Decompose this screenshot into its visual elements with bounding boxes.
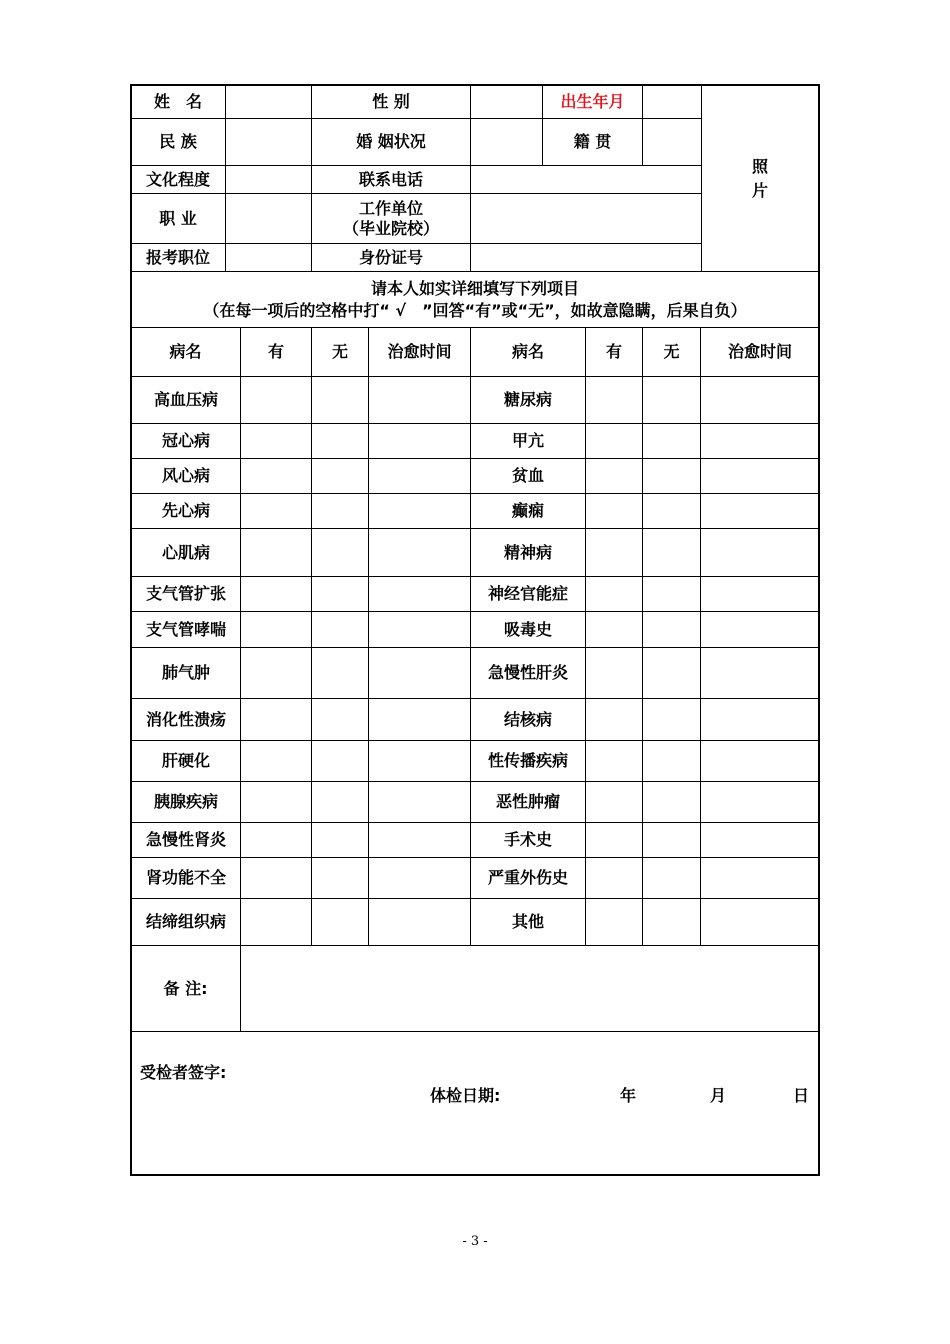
employer-label-line2: （毕业院校） <box>342 218 439 238</box>
grid-line <box>131 857 819 858</box>
disease-name-right: 手术史 <box>503 830 552 849</box>
remarks-label: 备 注: <box>163 978 208 998</box>
disease-name-left: 肾功能不全 <box>145 868 226 887</box>
no-checkbox-right[interactable] <box>643 648 700 698</box>
disease-name-left: 消化性溃疡 <box>145 709 226 729</box>
disease-name-left: 结缔组织病 <box>145 912 226 931</box>
yes-checkbox-left[interactable] <box>241 577 311 611</box>
cure-time-field-right[interactable] <box>701 459 819 493</box>
employer-label <box>312 194 470 243</box>
disease-name-left: 支气管哮喘 <box>145 619 226 639</box>
grid-line <box>131 1031 819 1032</box>
gender-label: 性 别 <box>372 92 410 111</box>
page-number: - 3 - <box>462 1234 488 1249</box>
exam-date-label: 体检日期: <box>430 1086 501 1105</box>
phone-label: 联系电话 <box>358 169 423 189</box>
disease-name-left: 胰腺疾病 <box>153 792 218 811</box>
header-cure-left: 治愈时间 <box>387 342 452 361</box>
origin-label: 籍 贯 <box>573 132 612 151</box>
grid-line <box>131 458 819 459</box>
grid-line <box>131 528 819 529</box>
marital-label: 婚 姻状况 <box>356 132 426 151</box>
disease-name-right: 性传播疾病 <box>487 751 568 770</box>
no-checkbox-left[interactable] <box>312 459 368 493</box>
position-field[interactable] <box>226 244 311 271</box>
disease-name-right: 吸毒史 <box>503 619 552 639</box>
grid-line <box>642 328 643 945</box>
no-checkbox-right[interactable] <box>643 858 700 898</box>
ethnic-label: 民 族 <box>159 132 197 151</box>
birth-field[interactable] <box>643 86 701 118</box>
yes-checkbox-right[interactable] <box>586 823 642 857</box>
education-field[interactable] <box>226 166 311 193</box>
yes-checkbox-right[interactable] <box>586 612 642 647</box>
education-label: 文化程度 <box>145 169 210 189</box>
cure-time-field-right[interactable] <box>701 648 819 698</box>
disease-name-left: 支气管扩张 <box>145 584 226 603</box>
date-year: 年 <box>620 1086 637 1105</box>
marital-field[interactable] <box>471 119 542 165</box>
employer-field[interactable] <box>471 194 701 243</box>
cure-time-field-right[interactable] <box>701 424 819 458</box>
yes-checkbox-right[interactable] <box>586 899 642 945</box>
instructions <box>131 272 819 327</box>
no-checkbox-right[interactable] <box>643 494 700 528</box>
no-checkbox-left[interactable] <box>312 782 368 822</box>
grid-line <box>131 576 819 577</box>
cure-time-field-left[interactable] <box>369 612 470 647</box>
cure-time-field-right[interactable] <box>701 899 819 945</box>
photo-label-line1: 照 <box>751 156 768 176</box>
disease-name-right: 甲亢 <box>511 431 544 450</box>
yes-checkbox-right[interactable] <box>586 858 642 898</box>
disease-name-right: 急慢性肝炎 <box>487 663 568 682</box>
disease-name-right: 贫血 <box>511 466 544 485</box>
cure-time-field-right[interactable] <box>701 529 819 576</box>
cure-time-field-left[interactable] <box>369 577 470 611</box>
no-checkbox-right[interactable] <box>643 899 700 945</box>
yes-checkbox-left[interactable] <box>241 459 311 493</box>
grid-line <box>131 945 819 946</box>
no-checkbox-left[interactable] <box>312 424 368 458</box>
grid-line <box>131 822 819 823</box>
cure-time-field-left[interactable] <box>369 823 470 857</box>
header-disease-right: 病名 <box>511 342 544 361</box>
instructions-note: （在每一项后的空格中打“ √ ”回答“有”或“无”，如故意隐瞒，后果自负） <box>203 300 747 320</box>
yes-checkbox-right[interactable] <box>586 577 642 611</box>
ethnic-field[interactable] <box>226 119 311 165</box>
date-month: 月 <box>710 1086 727 1105</box>
cure-time-field-left[interactable] <box>369 858 470 898</box>
origin-field[interactable] <box>643 119 701 165</box>
yes-checkbox-left[interactable] <box>241 899 311 945</box>
no-checkbox-left[interactable] <box>312 377 368 423</box>
no-checkbox-right[interactable] <box>643 612 700 647</box>
phone-field[interactable] <box>471 166 701 193</box>
header-yes-right: 有 <box>605 342 622 361</box>
cure-time-field-left[interactable] <box>369 741 470 781</box>
id-number-label: 身份证号 <box>358 247 423 267</box>
cure-time-field-right[interactable] <box>701 858 819 898</box>
no-checkbox-right[interactable] <box>643 741 700 781</box>
header-disease-left: 病名 <box>169 342 202 361</box>
grid-line <box>311 328 312 945</box>
gender-field[interactable] <box>471 86 542 118</box>
yes-checkbox-right[interactable] <box>586 424 642 458</box>
grid-line <box>470 328 471 945</box>
no-checkbox-right[interactable] <box>643 577 700 611</box>
grid-line <box>131 740 819 741</box>
name-field[interactable] <box>226 86 311 118</box>
yes-checkbox-left[interactable] <box>241 494 311 528</box>
disease-name-right: 癫痫 <box>511 501 544 520</box>
instructions-title: 请本人如实详细填写下列项目 <box>370 278 579 298</box>
grid-line <box>131 898 819 899</box>
grid-line <box>700 328 701 945</box>
cure-time-field-right[interactable] <box>701 377 819 423</box>
yes-checkbox-right[interactable] <box>586 699 642 740</box>
cure-time-field-left[interactable] <box>369 529 470 576</box>
cure-time-field-left[interactable] <box>369 459 470 493</box>
cure-time-field-left[interactable] <box>369 782 470 822</box>
cure-time-field-right[interactable] <box>701 782 819 822</box>
no-checkbox-right[interactable] <box>643 529 700 576</box>
no-checkbox-left[interactable] <box>312 648 368 698</box>
id-number-field[interactable] <box>471 244 701 271</box>
disease-name-left: 急慢性肾炎 <box>145 830 226 849</box>
no-checkbox-right[interactable] <box>643 377 700 423</box>
yes-checkbox-right[interactable] <box>586 459 642 493</box>
no-checkbox-left[interactable] <box>312 529 368 576</box>
disease-name-right: 严重外伤史 <box>487 868 568 887</box>
name-label: 姓 名 <box>153 92 202 111</box>
grid-line <box>240 328 241 945</box>
cure-time-field-right[interactable] <box>701 741 819 781</box>
yes-checkbox-left[interactable] <box>241 782 311 822</box>
remarks-field[interactable] <box>241 946 819 1031</box>
photo-box[interactable] <box>702 86 818 271</box>
cure-time-field-right[interactable] <box>701 823 819 857</box>
no-checkbox-left[interactable] <box>312 699 368 740</box>
signer-label: 受检者签字: <box>140 1063 227 1082</box>
photo-label-line2: 片 <box>751 180 768 200</box>
cure-time-field-left[interactable] <box>369 377 470 423</box>
disease-name-right: 精神病 <box>503 542 552 562</box>
employer-label-line1: 工作单位 <box>358 198 423 218</box>
no-checkbox-right[interactable] <box>643 459 700 493</box>
yes-checkbox-right[interactable] <box>586 782 642 822</box>
yes-checkbox-left[interactable] <box>241 699 311 740</box>
grid-line <box>131 423 819 424</box>
disease-name-left: 冠心病 <box>161 431 210 450</box>
disease-name-left: 风心病 <box>161 466 210 485</box>
grid-line <box>368 328 369 945</box>
no-checkbox-left[interactable] <box>312 823 368 857</box>
header-no-right: 无 <box>663 342 680 361</box>
no-checkbox-left[interactable] <box>312 858 368 898</box>
grid-line <box>131 698 819 699</box>
cure-time-field-left[interactable] <box>369 699 470 740</box>
cure-time-field-right[interactable] <box>701 494 819 528</box>
yes-checkbox-left[interactable] <box>241 741 311 781</box>
birth-label: 出生年月 <box>560 92 625 111</box>
disease-name-left: 高血压病 <box>153 390 218 409</box>
no-checkbox-right[interactable] <box>643 823 700 857</box>
no-checkbox-left[interactable] <box>312 612 368 647</box>
yes-checkbox-left[interactable] <box>241 858 311 898</box>
header-no-left: 无 <box>331 342 348 361</box>
grid-line <box>131 376 819 377</box>
no-checkbox-right[interactable] <box>643 782 700 822</box>
no-checkbox-right[interactable] <box>643 424 700 458</box>
no-checkbox-left[interactable] <box>312 899 368 945</box>
cure-time-field-left[interactable] <box>369 424 470 458</box>
no-checkbox-left[interactable] <box>312 577 368 611</box>
disease-name-left: 肝硬化 <box>161 751 210 770</box>
disease-name-left: 心肌病 <box>161 542 210 562</box>
grid-line <box>131 493 819 494</box>
disease-name-left: 肺气肿 <box>161 663 210 682</box>
yes-checkbox-right[interactable] <box>586 741 642 781</box>
occupation-field[interactable] <box>226 194 311 243</box>
position-label: 报考职位 <box>145 247 210 267</box>
disease-name-left: 先心病 <box>161 501 210 520</box>
yes-checkbox-right[interactable] <box>586 377 642 423</box>
no-checkbox-right[interactable] <box>643 699 700 740</box>
disease-name-right: 神经官能症 <box>487 584 568 603</box>
yes-checkbox-right[interactable] <box>586 529 642 576</box>
yes-checkbox-left[interactable] <box>241 529 311 576</box>
yes-checkbox-right[interactable] <box>586 494 642 528</box>
cure-time-field-right[interactable] <box>701 699 819 740</box>
cure-time-field-left[interactable] <box>369 648 470 698</box>
disease-name-right: 糖尿病 <box>503 390 552 409</box>
date-day: 日 <box>793 1086 810 1105</box>
cure-time-field-left[interactable] <box>369 494 470 528</box>
grid-line <box>131 647 819 648</box>
disease-name-right: 恶性肿瘤 <box>495 792 560 811</box>
header-cure-right: 治愈时间 <box>727 342 792 361</box>
yes-checkbox-left[interactable] <box>241 377 311 423</box>
grid-line <box>240 945 241 1031</box>
grid-line <box>131 611 819 612</box>
header-yes-left: 有 <box>267 342 284 361</box>
occupation-label: 职 业 <box>159 208 197 228</box>
disease-name-right: 结核病 <box>503 709 552 729</box>
yes-checkbox-left[interactable] <box>241 823 311 857</box>
grid-line <box>585 328 586 945</box>
yes-checkbox-left[interactable] <box>241 424 311 458</box>
cure-time-field-left[interactable] <box>369 899 470 945</box>
no-checkbox-left[interactable] <box>312 494 368 528</box>
yes-checkbox-right[interactable] <box>586 648 642 698</box>
no-checkbox-left[interactable] <box>312 741 368 781</box>
disease-name-right: 其他 <box>511 912 544 931</box>
cure-time-field-right[interactable] <box>701 612 819 647</box>
yes-checkbox-left[interactable] <box>241 612 311 647</box>
yes-checkbox-left[interactable] <box>241 648 311 698</box>
grid-line <box>131 781 819 782</box>
cure-time-field-right[interactable] <box>701 577 819 611</box>
